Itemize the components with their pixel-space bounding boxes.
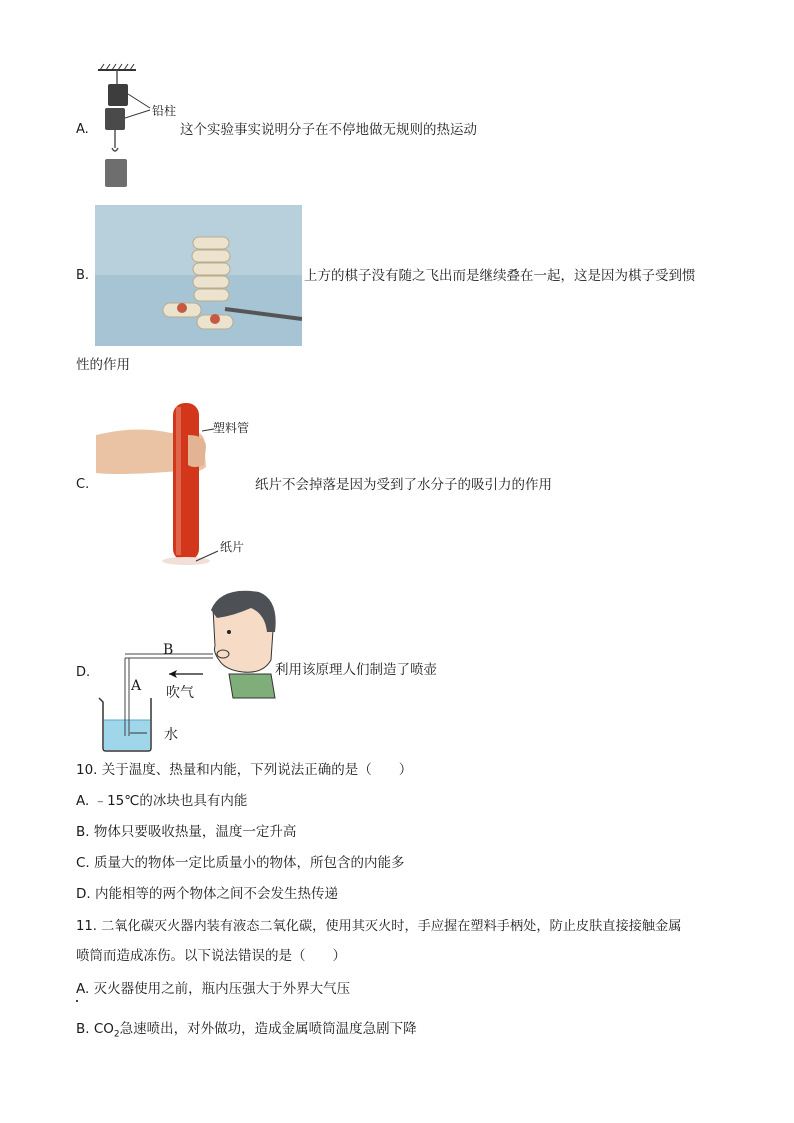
option-b-text-line1: 上方的棋子没有随之飞出而是继续叠在一起，这是因为棋子受到惯 [304,268,696,284]
q11-option-b-sub: 2 [113,1029,120,1040]
option-c-text: 纸片不会掉落是因为受到了水分子的吸引力的作用 [255,477,552,493]
option-b-text-line2: 性的作用 [76,357,130,373]
label-water: 水 [164,727,178,743]
label-a: A [131,678,142,694]
label-b: B [163,642,174,658]
blow-experiment-figure [95,588,280,758]
q11-option-b-post: 急速喷出，对外做功，造成金属喷筒温度急剧下降 [119,1021,417,1037]
q10-option-c: C. 质量大的物体一定比质量小的物体，所包含的内能多 [76,855,405,871]
option-a-text: 这个实验事实说明分子在不停地做无规则的热运动 [180,122,477,138]
lead-label: 铅柱 [152,104,177,118]
q11-option-a: A. 灭火器使用之前，瓶内压强大于外界大气压 [76,981,351,997]
q11-stem-line1: 11. 二氧化碳灭火器内装有液态二氧化碳，使用其灭火时，手应握在塑料手柄处，防止皮肤直接接触金属 [76,919,682,934]
option-d-text: 利用该原理人们制造了喷壶 [275,662,437,678]
option-b-letter: B. [76,268,90,283]
option-c-letter: C. [76,477,90,492]
q10-option-d: D. 内能相等的两个物体之间不会发生热传递 [76,886,338,902]
q10-option-b: B. 物体只要吸收热量，温度一定升高 [76,824,297,840]
q10-stem: 10. 关于温度、热量和内能，下列说法正确的是（ ） [76,762,413,778]
tube-label: 塑料管 [213,421,250,435]
q11-option-b [76,1021,417,1044]
chess-pieces-photo [95,205,302,346]
label-blow: 吹气 [166,685,194,701]
lead-cylinders-figure [92,62,192,192]
option-d-letter: D. [76,665,91,680]
q11-option-b-pre: B. CO [76,1021,114,1037]
q10-option-a: A. ﹣15℃的冰块也具有内能 [76,793,248,809]
q11-stem-line2: 喷筒而造成冻伤。以下说法错误的是（ ） [76,948,346,964]
stray-dot [76,1000,78,1002]
option-a-letter: A. [76,122,89,137]
paper-label: 纸片 [220,540,245,554]
